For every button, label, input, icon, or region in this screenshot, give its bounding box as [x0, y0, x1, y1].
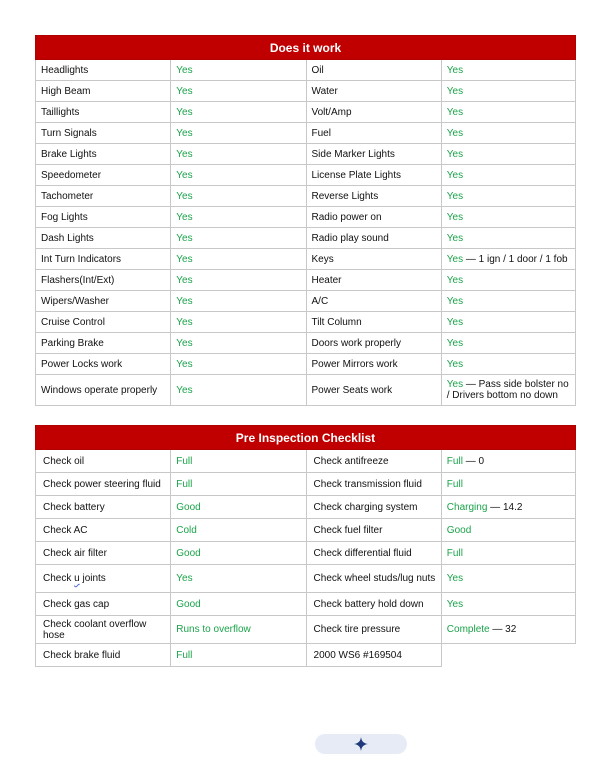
item-label: 2000 WS6 #169504: [306, 644, 441, 667]
status-value: Yes: [176, 358, 193, 370]
status-value: Yes: [176, 232, 193, 244]
item-label: Check air filter: [36, 542, 171, 565]
item-value: [171, 81, 306, 102]
item-value: [441, 496, 575, 519]
item-value: [441, 123, 575, 144]
status-value: Full: [446, 478, 463, 490]
item-label: Check charging system: [306, 496, 441, 519]
status-note: — Pass side bolster no / Drivers bottom no down: [446, 379, 569, 401]
item-value: [441, 291, 575, 312]
item-value: [171, 616, 306, 644]
item-label: Check coolant overflow hose: [36, 616, 171, 644]
status-value: Yes: [446, 358, 464, 370]
status-value: Yes: [446, 598, 464, 610]
item-label: Heater: [306, 270, 441, 291]
item-label: Side Marker Lights: [306, 144, 441, 165]
table-row: [36, 228, 576, 249]
status-value: Yes: [176, 316, 193, 328]
table-row: [36, 542, 576, 565]
status-value: Yes: [176, 148, 193, 160]
item-value: [171, 165, 306, 186]
item-label: Doors work properly: [306, 333, 441, 354]
status-value: Yes: [176, 127, 193, 139]
item-value: [171, 333, 306, 354]
item-label: Check transmission fluid: [306, 473, 441, 496]
item-label: Check oil: [36, 450, 171, 473]
status-value: Runs to overflow: [176, 624, 251, 635]
item-value: [171, 291, 306, 312]
item-value: [171, 312, 306, 333]
table-row: [36, 249, 576, 270]
item-value: [441, 186, 575, 207]
status-value: Yes: [446, 337, 464, 349]
table-row: [36, 81, 576, 102]
label-part: joints: [79, 573, 106, 584]
item-value: [171, 270, 306, 291]
table-row: [36, 519, 576, 542]
item-label: Dash Lights: [36, 228, 171, 249]
item-value: [441, 593, 575, 616]
table-row: [36, 644, 576, 667]
status-value: Yes: [446, 190, 464, 202]
item-value: [441, 270, 575, 291]
item-label: Reverse Lights: [306, 186, 441, 207]
label-part: Check: [43, 573, 75, 584]
status-value: Yes: [446, 148, 464, 160]
status-value: Yes: [176, 169, 193, 181]
item-label: Fog Lights: [36, 207, 171, 228]
item-value: [171, 186, 306, 207]
status-value: Yes: [446, 316, 464, 328]
table-row: [36, 593, 576, 616]
item-value: [441, 450, 575, 473]
item-label: Flashers(Int/Ext): [36, 270, 171, 291]
table-row: [36, 207, 576, 228]
status-value: Full: [446, 547, 463, 559]
status-value: Good: [176, 501, 201, 513]
item-value: [171, 565, 306, 593]
table-row: [36, 144, 576, 165]
item-value: [171, 102, 306, 123]
item-label: Check power steering fluid: [36, 473, 171, 496]
status-value: Yes: [176, 274, 193, 286]
item-value: [441, 228, 575, 249]
item-value: [171, 542, 306, 565]
item-label: Parking Brake: [36, 333, 171, 354]
status-value: Good: [446, 524, 472, 536]
item-value: [441, 249, 575, 270]
status-value: Yes: [176, 253, 193, 265]
item-value: [171, 375, 306, 406]
table-row: [36, 354, 576, 375]
item-value: [171, 123, 306, 144]
item-value: [441, 542, 575, 565]
item-value: [441, 616, 575, 644]
table-row: [36, 270, 576, 291]
item-label: A/C: [306, 291, 441, 312]
item-value: [441, 473, 575, 496]
status-value: Yes: [446, 64, 464, 76]
item-value: [171, 144, 306, 165]
item-value: [171, 519, 306, 542]
item-value: [171, 496, 306, 519]
item-label: Taillights: [36, 102, 171, 123]
item-label: Check brake fluid: [36, 644, 171, 667]
item-value: [441, 354, 575, 375]
sparkle-icon: [354, 737, 368, 751]
item-label: Check tire pressure: [306, 616, 441, 644]
item-label: Headlights: [36, 60, 171, 81]
item-value: [171, 249, 306, 270]
table-row: [36, 375, 576, 406]
pre-inspection-table: [35, 425, 576, 667]
item-value: [171, 228, 306, 249]
status-value: Yes: [446, 127, 464, 139]
status-value: Yes: [176, 106, 193, 118]
table-row: [36, 291, 576, 312]
status-value: Yes: [446, 295, 464, 307]
item-label: Check gas cap: [36, 593, 171, 616]
item-label: Power Locks work: [36, 354, 171, 375]
item-label: Tachometer: [36, 186, 171, 207]
status-value: Full: [176, 649, 193, 661]
status-value: Yes: [176, 337, 193, 349]
status-value: Cold: [176, 524, 197, 536]
item-label: High Beam: [36, 81, 171, 102]
status-value: Yes: [446, 106, 464, 118]
item-value: [171, 593, 306, 616]
table-row: [36, 102, 576, 123]
item-value: [171, 354, 306, 375]
item-label: Volt/Amp: [306, 102, 441, 123]
assistant-button[interactable]: [315, 734, 407, 754]
table-row: [36, 123, 576, 144]
item-label: Wipers/Washer: [36, 291, 171, 312]
status-value: Yes: [446, 573, 464, 584]
table-row: [36, 186, 576, 207]
item-value: [441, 565, 575, 593]
status-value: Complete: [446, 624, 490, 635]
table-row: [36, 565, 576, 593]
status-value: Yes: [446, 169, 464, 181]
table-row: [36, 333, 576, 354]
item-label: Check fuel filter: [306, 519, 441, 542]
item-label: Power Seats work: [306, 375, 441, 406]
status-value: Yes: [446, 232, 464, 244]
item-value: [441, 312, 575, 333]
item-label: Power Mirrors work: [306, 354, 441, 375]
item-value: [441, 102, 575, 123]
status-note: — 0: [462, 455, 485, 467]
item-value: [171, 207, 306, 228]
item-value: [441, 333, 575, 354]
table-row: [36, 60, 576, 81]
item-label: Check differential fluid: [306, 542, 441, 565]
status-value: Good: [176, 547, 201, 559]
item-label: Oil: [306, 60, 441, 81]
item-label: Speedometer: [36, 165, 171, 186]
status-note: — 14.2: [487, 501, 523, 513]
item-label: Check wheel studs/lug nuts: [306, 565, 441, 593]
status-value: Yes: [446, 253, 464, 265]
status-note: — 1 ign / 1 door / 1 fob: [463, 253, 568, 265]
item-label: Keys: [306, 249, 441, 270]
status-value: Yes: [446, 379, 464, 390]
status-value: Yes: [176, 573, 193, 584]
status-value: Yes: [176, 295, 193, 307]
item-label: Cruise Control: [36, 312, 171, 333]
status-note: — 32: [489, 624, 517, 635]
item-value: [171, 450, 306, 473]
table-row: [36, 616, 576, 644]
item-value: [441, 207, 575, 228]
item-label: Turn Signals: [36, 123, 171, 144]
item-value: [171, 473, 306, 496]
item-value: [171, 644, 306, 667]
status-value: Charging: [446, 501, 488, 513]
item-value: [441, 81, 575, 102]
item-value: [441, 144, 575, 165]
status-value: Yes: [176, 211, 193, 223]
section-title: Pre Inspection Checklist: [36, 426, 576, 450]
table-row: [36, 496, 576, 519]
status-value: Full: [446, 455, 463, 467]
item-label: Windows operate properly: [36, 375, 171, 406]
table-row: [36, 312, 576, 333]
item-label: Int Turn Indicators: [36, 249, 171, 270]
item-label: [36, 565, 171, 593]
item-label: Fuel: [306, 123, 441, 144]
item-label: Check battery hold down: [306, 593, 441, 616]
item-label: Check antifreeze: [306, 450, 441, 473]
status-value: Good: [176, 598, 201, 610]
does-it-work-table: [35, 35, 576, 406]
status-value: Full: [176, 455, 193, 467]
status-value: Yes: [176, 190, 193, 202]
item-value: [441, 60, 575, 81]
status-value: Full: [176, 478, 193, 490]
status-value: Yes: [176, 64, 193, 76]
status-value: Yes: [446, 211, 464, 223]
item-label: Radio power on: [306, 207, 441, 228]
status-value: Yes: [446, 274, 464, 286]
item-value: [441, 519, 575, 542]
status-value: Yes: [176, 384, 193, 396]
item-label: Check battery: [36, 496, 171, 519]
table-row: [36, 473, 576, 496]
item-value: [441, 165, 575, 186]
item-value: [441, 644, 575, 667]
item-label: Tilt Column: [306, 312, 441, 333]
table-row: [36, 165, 576, 186]
table-row: [36, 450, 576, 473]
spellcheck-word: u: [74, 573, 80, 584]
section-title: Does it work: [36, 36, 576, 60]
item-label: Radio play sound: [306, 228, 441, 249]
item-value: [441, 375, 575, 406]
item-label: License Plate Lights: [306, 165, 441, 186]
status-value: Yes: [446, 85, 464, 97]
item-label: Water: [306, 81, 441, 102]
status-value: Yes: [176, 85, 193, 97]
item-label: Check AC: [36, 519, 171, 542]
item-label: Brake Lights: [36, 144, 171, 165]
item-value: [171, 60, 306, 81]
